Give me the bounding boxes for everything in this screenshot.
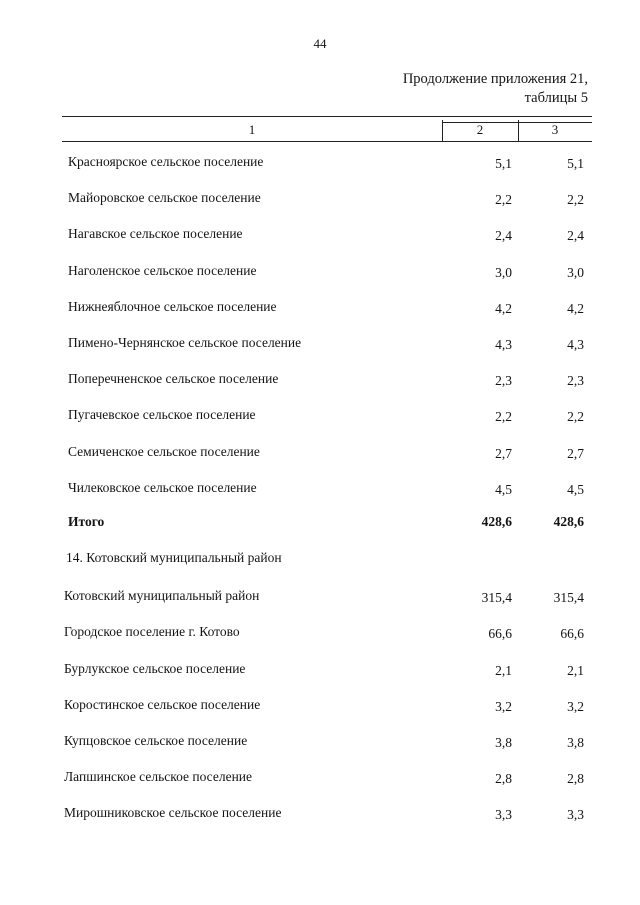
- continuation-note: [403, 70, 588, 108]
- row-name: Коростинское сельское поселение: [64, 696, 261, 712]
- row-value-col3: 2,7: [567, 445, 584, 461]
- row-value-col2: 3,3: [495, 807, 512, 823]
- table-row: [0, 693, 640, 729]
- row-value-col3: 3,3: [567, 807, 584, 823]
- row-name: Красноярское сельское поселение: [68, 154, 264, 169]
- row-value-col3: 315,4: [553, 590, 584, 606]
- header-top-rule: [62, 116, 592, 117]
- row-name: Майоровское сельское поселение: [68, 190, 261, 206]
- row-name: Пимено-Чернянское сельское поселение: [68, 334, 302, 350]
- row-value-col2: 3,0: [495, 264, 512, 280]
- row-value-col3: 4,5: [567, 481, 584, 497]
- table-row: [0, 222, 640, 258]
- row-name: Купцовское сельское поселение: [64, 733, 248, 748]
- row-value-col2: 2,3: [495, 373, 512, 389]
- row-value-col3: 2,3: [567, 373, 584, 389]
- table-body: [0, 150, 640, 838]
- table-row: [0, 620, 640, 656]
- table-row: [0, 476, 640, 512]
- table-row: [0, 150, 640, 186]
- row-name: Лапшинское сельское поселение: [64, 769, 253, 785]
- row-value-col3: 4,3: [567, 336, 584, 352]
- table-row: [0, 367, 640, 403]
- continuation-line-1: Продолжение приложения 21,: [402, 71, 588, 87]
- row-value-col2: 2,8: [495, 771, 512, 787]
- table-row: [0, 440, 640, 476]
- row-value-col3: 2,8: [567, 771, 584, 787]
- row-value-col3: 3,0: [567, 264, 584, 280]
- row-value-col2: 5,1: [495, 156, 512, 171]
- section-title: 14. Котовский муниципальный район: [66, 550, 282, 566]
- table-row-total: [0, 512, 640, 548]
- table-row: [0, 331, 640, 367]
- row-name: Поперечненское сельское поселение: [68, 371, 279, 387]
- row-name: Пугачевское сельское поселение: [68, 407, 256, 423]
- table-row: [0, 584, 640, 620]
- row-value-col3: 5,1: [567, 156, 584, 171]
- header-bottom-rule: [62, 141, 592, 142]
- row-value-col2: 3,2: [495, 698, 512, 714]
- row-name: Семиченское сельское поселение: [68, 443, 260, 459]
- table-header: [62, 116, 592, 142]
- row-name: Нижнеяблочное сельское поселение: [68, 298, 277, 314]
- row-value-col2: 4,3: [495, 336, 512, 352]
- table-row: [0, 765, 640, 801]
- row-value-col3: 3,8: [567, 735, 584, 750]
- table-row: [0, 403, 640, 439]
- table-section-heading: [0, 548, 640, 584]
- row-name: Чилековское сельское поселение: [68, 479, 257, 495]
- row-value-col3: 2,4: [567, 228, 584, 244]
- header-col-3: 3: [551, 122, 559, 137]
- table-row: [0, 729, 640, 765]
- row-value-col2: 66,6: [488, 626, 512, 642]
- row-value-col3: 2,2: [567, 192, 584, 208]
- header-col-2: 2: [476, 122, 484, 137]
- row-value-col2: 2,1: [495, 662, 512, 678]
- table-row: [0, 657, 640, 693]
- row-value-col2: 4,5: [495, 481, 512, 497]
- header-col-1: 1: [248, 122, 256, 137]
- row-value-col3: 2,2: [567, 409, 584, 425]
- row-value-col3: 3,2: [567, 698, 584, 714]
- total-label: Итого: [68, 513, 105, 529]
- row-value-col2: 2,7: [495, 445, 512, 461]
- row-value-col2: 3,8: [495, 735, 512, 750]
- table-row: [0, 801, 640, 837]
- table-row: [0, 259, 640, 295]
- total-value-col2: 428,6: [481, 513, 512, 529]
- row-name: Бурлукское сельское поселение: [64, 660, 246, 676]
- row-value-col3: 66,6: [560, 626, 584, 642]
- row-value-col2: 315,4: [481, 590, 512, 606]
- row-value-col3: 2,1: [567, 662, 584, 678]
- table-row: [0, 295, 640, 331]
- row-value-col2: 2,2: [495, 192, 512, 208]
- row-name: Наголенское сельское поселение: [68, 262, 257, 278]
- row-name: Мирошниковское сельское поселение: [64, 805, 282, 821]
- row-value-col2: 2,2: [495, 409, 512, 425]
- total-value-col3: 428,6: [553, 513, 584, 529]
- row-value-col2: 4,2: [495, 300, 512, 316]
- page-number: 44: [313, 36, 327, 51]
- row-value-col2: 2,4: [495, 228, 512, 244]
- table-row: [0, 186, 640, 222]
- row-name: Котовский муниципальный район: [64, 588, 260, 604]
- continuation-line-2: таблицы 5: [524, 90, 588, 106]
- row-value-col3: 4,2: [567, 300, 584, 316]
- row-name: Нагавское сельское поселение: [68, 226, 243, 242]
- row-name: Городское поселение г. Котово: [64, 624, 240, 640]
